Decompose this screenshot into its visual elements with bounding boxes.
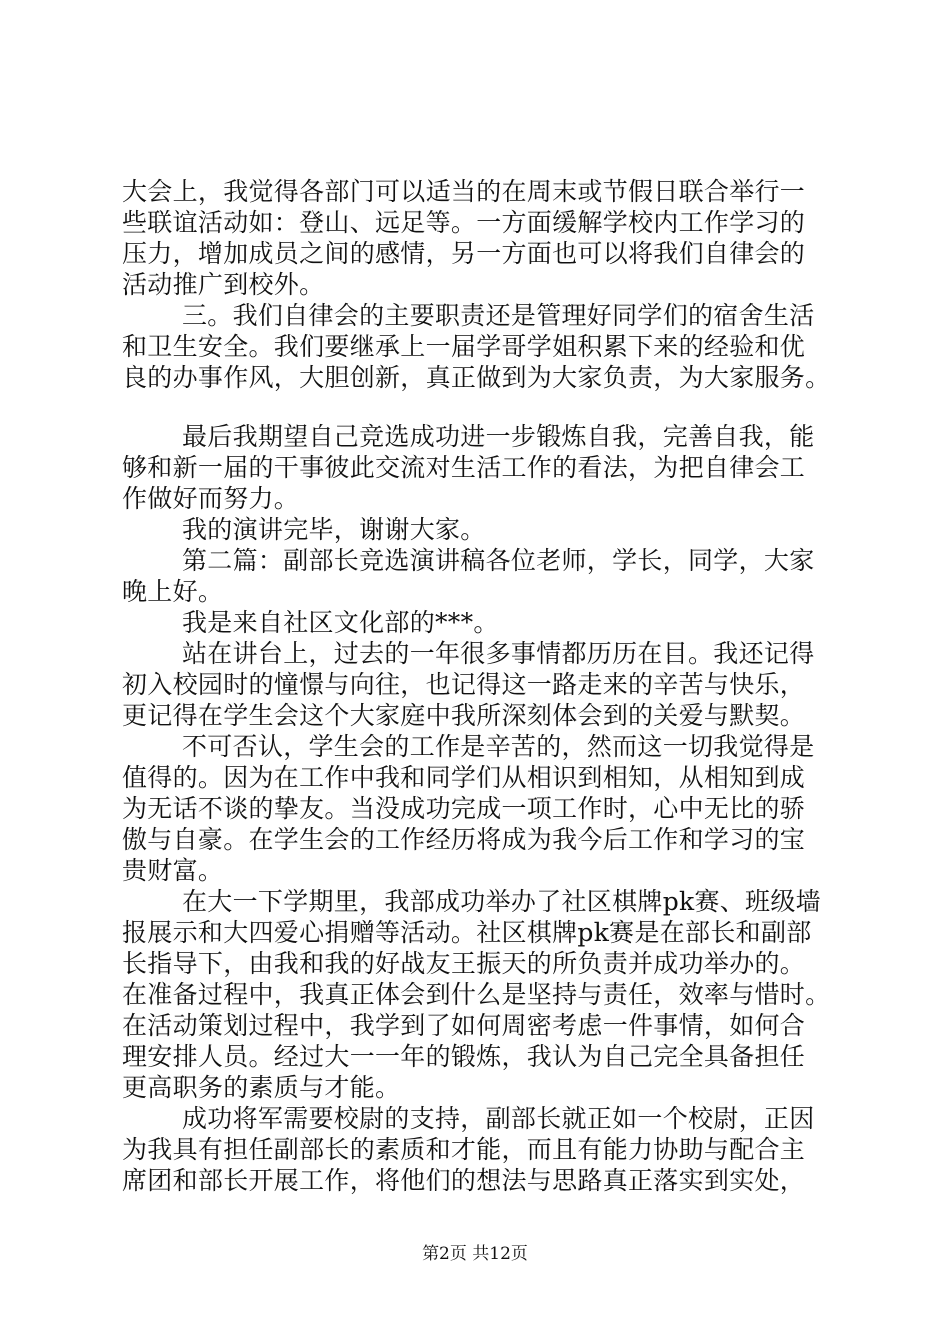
text-line: 为无话不谈的挚友。当没成功完成一项工作时，心中无比的骄 bbox=[122, 794, 806, 823]
text-line: 为我具有担任副部长的素质和才能，而且有能力协助与配合主 bbox=[122, 1135, 806, 1164]
text-line: 和卫生安全。我们要继承上一届学哥学姐积累下来的经验和优 bbox=[122, 332, 806, 361]
document-body bbox=[122, 176, 834, 1196]
text-line: 报展示和大四爱心捐赠等活动。社区棋牌pk赛是在部长和副部 bbox=[122, 918, 812, 947]
text-line: 站在讲台上，过去的一年很多事情都历历在目。我还记得 bbox=[182, 639, 815, 668]
text-line: 理安排人员。经过大一一年的锻炼，我认为自己完全具备担任 bbox=[122, 1042, 806, 1071]
text-line: 压力，增加成员之间的感情，另一方面也可以将我们自律会的 bbox=[122, 239, 806, 268]
text-line: 贵财富。 bbox=[122, 856, 224, 885]
text-line: 我的演讲完毕，谢谢大家。 bbox=[182, 515, 486, 544]
text-line: 活动推广到校外。 bbox=[122, 270, 325, 299]
text-line: 值得的。因为在工作中我和同学们从相识到相知，从相知到成 bbox=[122, 763, 806, 792]
text-line: 在大一下学期里，我部成功举办了社区棋牌pk赛、班级墙 bbox=[182, 887, 821, 916]
text-line: 在准备过程中，我真正体会到什么是坚持与责任，效率与惜时。 bbox=[122, 980, 831, 1009]
section-heading: 第二篇：副部长竞选演讲稿各位老师，学长，同学，大家 bbox=[182, 546, 815, 575]
text-line: 良的办事作风，大胆创新，真正做到为大家负责，为大家服务。 bbox=[122, 363, 831, 392]
text-line: 在活动策划过程中，我学到了如何周密考虑一件事情，如何合 bbox=[122, 1011, 806, 1040]
text-line: 我是来自社区文化部的***。 bbox=[182, 608, 499, 637]
text-line: 大会上，我觉得各部门可以适当的在周末或节假日联合举行一 bbox=[122, 177, 806, 206]
text-line: 初入校园时的憧憬与向往，也记得这一路走来的辛苦与快乐， bbox=[122, 670, 806, 699]
paragraph-gap bbox=[122, 393, 834, 421]
text-line: 晚上好。 bbox=[122, 577, 224, 606]
text-line: 傲与自豪。在学生会的工作经历将成为我今后工作和学习的宝 bbox=[122, 825, 806, 854]
text-line: 成功将军需要校尉的支持，副部长就正如一个校尉，正因 bbox=[182, 1104, 815, 1133]
text-line: 作做好而努力。 bbox=[122, 484, 300, 513]
text-line: 三。我们自律会的主要职责还是管理好同学们的宿舍生活 bbox=[182, 301, 815, 330]
text-line: 够和新一届的干事彼此交流对生活工作的看法，为把自律会工 bbox=[122, 453, 806, 482]
text-line: 更高职务的素质与才能。 bbox=[122, 1073, 401, 1102]
text-line: 席团和部长开展工作，将他们的想法与思路真正落实到实处， bbox=[122, 1166, 806, 1195]
text-line: 不可否认，学生会的工作是辛苦的，然而这一切我觉得是 bbox=[182, 732, 815, 761]
text-line: 长指导下，由我和我的好战友王振天的所负责并成功举办的。 bbox=[122, 949, 806, 978]
page-number-footer: 第2页 共12页 bbox=[422, 1244, 528, 1264]
text-line: 更记得在学生会这个大家庭中我所深刻体会到的关爱与默契。 bbox=[122, 701, 806, 730]
text-line: 些联谊活动如：登山、远足等。一方面缓解学校内工作学习的 bbox=[122, 208, 806, 237]
text-line: 最后我期望自己竞选成功进一步锻炼自我，完善自我，能 bbox=[182, 422, 815, 451]
